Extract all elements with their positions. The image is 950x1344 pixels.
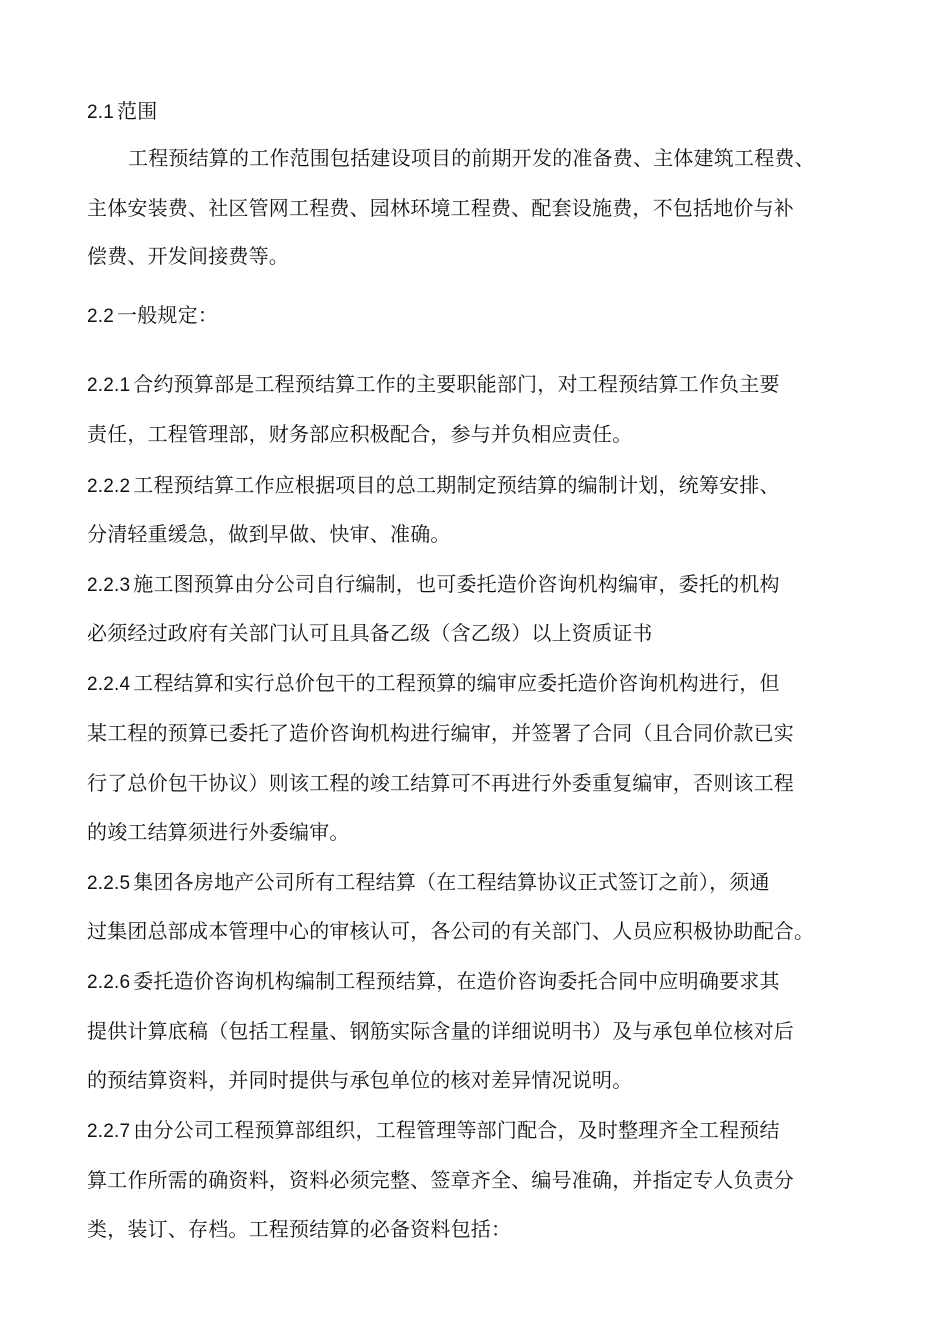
clause-2-2-7	[87, 1117, 780, 1145]
section-heading-2-2	[87, 302, 218, 330]
clause-text: 由分公司工程预算部组织，工程管理等部门配合，及时整理齐全工程预结	[133, 1118, 780, 1142]
paragraph-line: 责任，工程管理部，财务部应积极配合，参与并负相应责任。	[87, 422, 633, 446]
clause-2-2-3	[87, 571, 780, 599]
paragraph-line: 提供计算底稿（包括工程量、钢筋实际含量的详细说明书）及与承包单位核对后	[87, 1019, 794, 1043]
clause-text: 工程预结算工作应根据项目的总工期制定预结算的编制计划，统筹安排、	[133, 473, 780, 497]
clause-2-2-5	[87, 869, 770, 897]
clause-number: 2.2.7	[87, 1121, 131, 1142]
clause-text: 委托造价咨询机构编制工程预结算，在造价咨询委托合同中应明确要求其	[133, 969, 780, 993]
paragraph-line: 的竣工结算须进行外委编审。	[87, 820, 350, 844]
paragraph-line: 的预结算资料，并同时提供与承包单位的核对差异情况说明。	[87, 1068, 633, 1092]
section-title: 范围	[117, 99, 158, 123]
section-heading-2-1	[87, 98, 157, 126]
paragraph-line: 某工程的预算已委托了造价咨询机构进行编审，并签署了合同（且合同价款已实	[87, 721, 794, 745]
paragraph-line: 过集团总部成本管理中心的审核认可，各公司的有关部门、人员应积极协助配合。	[87, 919, 815, 943]
paragraph-line: 算工作所需的确资料，资料必须完整、签章齐全、编号准确，并指定专人负责分	[87, 1168, 794, 1192]
clause-text: 施工图预算由分公司自行编制，也可委托造价咨询机构编审，委托的机构	[133, 572, 780, 596]
clause-number: 2.2.5	[87, 873, 131, 894]
paragraph-line: 分清轻重缓急，做到早做、快审、准确。	[87, 522, 451, 546]
clause-number: 2.2.6	[87, 972, 131, 993]
paragraph-line: 必须经过政府有关部门认可且具备乙级（含乙级）以上资质证书	[87, 621, 653, 645]
clause-2-2-2	[87, 472, 780, 500]
clause-2-2-1	[87, 371, 780, 399]
paragraph-line: 主体安装费、社区管网工程费、园林环境工程费、配套设施费，不包括地价与补	[87, 196, 794, 220]
clause-number: 2.2.1	[87, 375, 131, 396]
clause-number: 2.2.3	[87, 575, 131, 596]
clause-number: 2.2.4	[87, 674, 131, 695]
section-number: 2.1	[87, 102, 115, 123]
section-number: 2.2	[87, 306, 115, 327]
section-title: 一般规定：	[117, 303, 219, 327]
clause-number: 2.2.2	[87, 476, 131, 497]
clause-text: 集团各房地产公司所有工程结算（在工程结算协议正式签订之前），须通	[133, 870, 770, 894]
paragraph-line: 工程预结算的工作范围包括建设项目的前期开发的准备费、主体建筑工程费、	[128, 146, 815, 170]
clause-2-2-6	[87, 968, 780, 996]
clause-text: 工程结算和实行总价包干的工程预算的编审应委托造价咨询机构进行，但	[133, 671, 780, 695]
clause-text: 合约预算部是工程预结算工作的主要职能部门，对工程预结算工作负主要	[133, 372, 780, 396]
paragraph-line: 行了总价包干协议）则该工程的竣工结算可不再进行外委重复编审，否则该工程	[87, 771, 794, 795]
paragraph-line: 偿费、开发间接费等。	[87, 244, 289, 268]
clause-2-2-4	[87, 670, 780, 698]
paragraph-line: 类，装订、存档。工程预结算的必备资料包括：	[87, 1217, 512, 1241]
